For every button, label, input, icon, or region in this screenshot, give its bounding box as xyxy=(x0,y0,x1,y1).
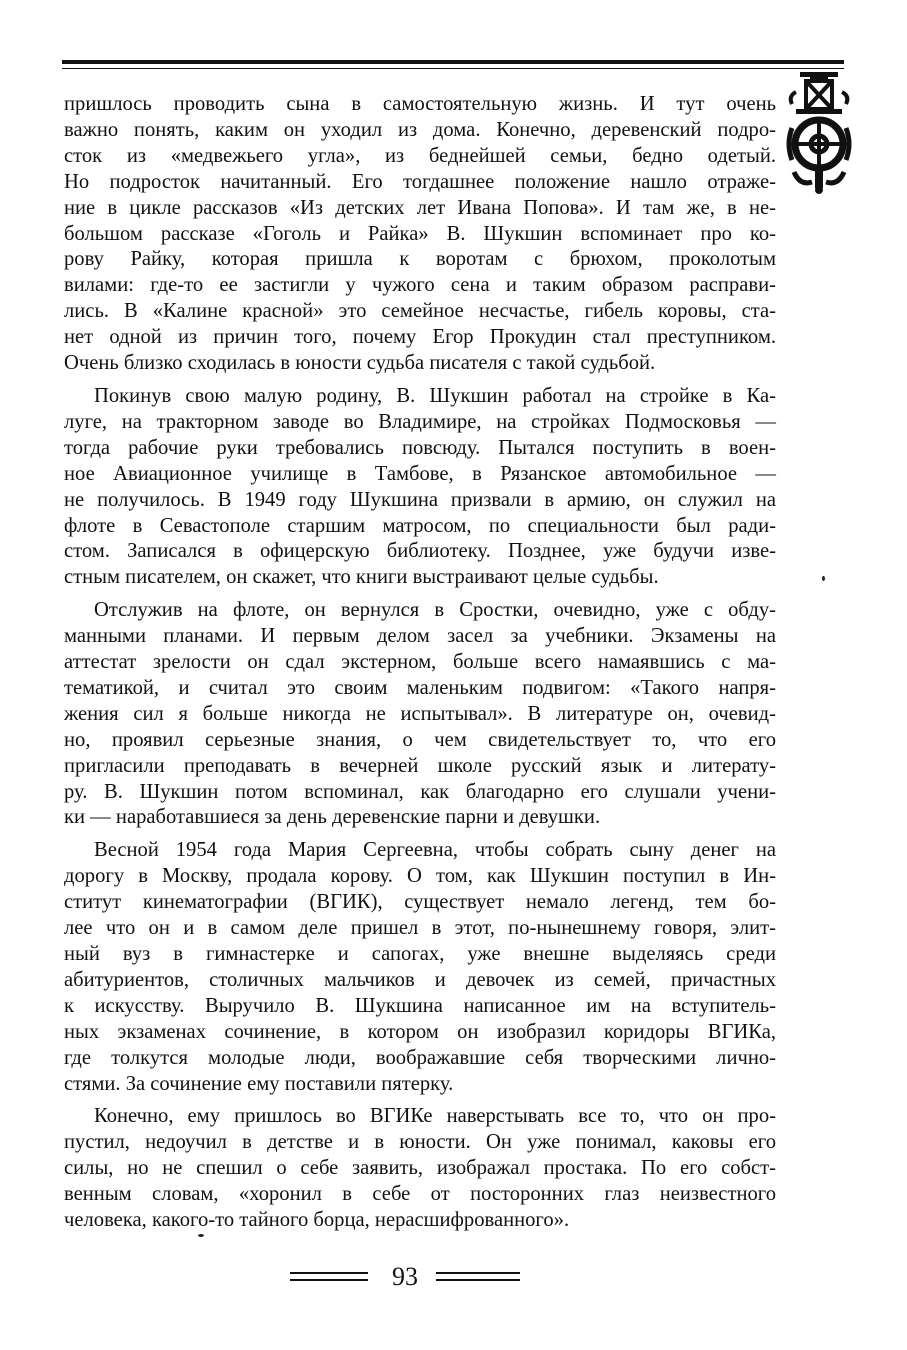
text-line: большом рассказе «Гоголь и Райка» В. Шукшин вспоминает про ко- xyxy=(64,222,776,245)
folk-ornament-icon xyxy=(786,72,852,196)
text-line: вилами: где-то ее застигли у чужого сена и таким образом расправи- xyxy=(64,274,776,297)
text-line: пустил, недоучил в детстве и в юности. Он уже понимал, каковы его xyxy=(64,1131,776,1154)
text-line: Очень близко сходилась в юности судьба писателя с такой судьбой. xyxy=(64,352,656,375)
text-line: Конечно, ему пришлось во ВГИКе наверстывать все то, что он про- xyxy=(94,1105,776,1128)
page-number: 93 xyxy=(392,1262,418,1291)
text-line: рову Райку, которая пришла к воротам с брюхом, проколотым xyxy=(64,248,776,271)
paragraph xyxy=(64,384,776,591)
text-line: важно понять, каким он уходил из дома. Конечно, деревенский подро- xyxy=(64,118,776,141)
paragraph-gap xyxy=(64,831,776,838)
text-line: ру. В. Шукшин потом вспоминал, как благодарно его слушали учени- xyxy=(64,780,776,803)
text-line: сток из «медвежьего угла», из беднейшей семьи, бедно одетый. xyxy=(64,144,776,167)
print-speck xyxy=(198,1234,204,1237)
page-footer xyxy=(290,1262,520,1292)
text-line: флоте в Севастополе старшим матросом, по специальности был ради- xyxy=(64,514,776,537)
text-line: где толкутся молодые люди, воображавшие себя творческими лично- xyxy=(64,1046,776,1069)
text-line: аттестат зрелости он сдал экстерном, больше всего намаявшись с ма- xyxy=(64,651,776,674)
text-line: луге, на тракторном заводе во Владимире, на стройках Подмосковья — xyxy=(64,410,776,433)
text-line: стом. Записался в офицерскую библиотеку. Позднее, уже будучи изве- xyxy=(64,540,776,563)
text-line: ный вуз в гимнастерке и сапогах, уже внешне выделяясь среди xyxy=(64,943,776,965)
text-line: лись. В «Калине красной» это семейное несчастье, гибель коровы, ста- xyxy=(64,300,776,323)
header-rule xyxy=(62,60,844,64)
text-line: пришлось проводить сына в самостоятельную жизнь. И тут очень xyxy=(64,93,776,115)
text-line: силы, но не спешил о себе заявить, изображал простака. По его собст- xyxy=(64,1157,776,1180)
text-line: тогда рабочие руки требовались повсюду. Пытался поступить в воен- xyxy=(64,436,776,459)
paragraph-gap xyxy=(64,377,776,384)
text-line: Покинув свою малую родину, В. Шукшин работал на стройке в Ка- xyxy=(94,384,776,407)
body-text xyxy=(64,92,776,1234)
paragraph xyxy=(64,838,776,1097)
text-line: тематикой, и считал это своим маленьким подвигом: «Такого напря- xyxy=(64,676,776,699)
text-line: Отслужив на флоте, он вернулся в Сростки, очевидно, уже с обду- xyxy=(94,599,776,622)
text-line: ние в цикле рассказов «Из детских лет Ивана Попова». И там же, в не- xyxy=(64,196,776,219)
text-line: ки — наработавшиеся за день деревенские парни и девушки. xyxy=(64,806,601,829)
text-line: ное Авиационное училище в Тамбове, в Рязанское автомобильное — xyxy=(64,462,776,485)
text-line: не получилось. В 1949 году Шукшина призвали в армию, он служил на xyxy=(64,488,776,511)
paragraph-gap xyxy=(64,1097,776,1104)
text-line: венным словам, «хоронил в себе от посторонних глаз неизвестного xyxy=(64,1183,776,1206)
text-line: дорогу в Москву, продала корову. О том, как Шукшин поступил в Ин- xyxy=(64,865,776,888)
text-line: жения сил я больше никогда не испытывал». В литературе он, очевид- xyxy=(64,702,776,725)
text-line: ститут кинематографии (ВГИК), существует немало легенд, тем бо- xyxy=(64,891,776,914)
text-line: к искусству. Выручило В. Шукшина написанное им на вступитель- xyxy=(64,994,776,1017)
header-rule-thin xyxy=(62,68,844,69)
text-line: Но подросток начитанный. Его тогдашнее положение нашло отраже- xyxy=(64,170,776,193)
text-line: человека, какого-то тайного борца, нерасшифрованного». xyxy=(64,1209,570,1232)
text-line: ных экзаменах сочинение, в котором он изобразил коридоры ВГИКа, xyxy=(64,1020,776,1043)
text-line: но, проявил серьезные знания, о чем свидетельствует то, что его xyxy=(64,728,776,751)
paragraph xyxy=(64,92,776,377)
text-line: манными планами. И первым делом засел за учебники. Экзамены на xyxy=(64,625,776,648)
paragraph xyxy=(64,598,776,831)
text-line: абитуриентов, столичных мальчиков и девочек из семей, причастных xyxy=(64,968,776,991)
text-line: стным писателем, он скажет, что книги выстраивают целые судьбы. xyxy=(64,566,659,589)
text-line: нет одной из причин того, почему Егор Прокудин стал преступником. xyxy=(64,326,776,349)
text-line: Весной 1954 года Мария Сергеевна, чтобы собрать сыну денег на xyxy=(94,839,776,862)
text-line: лее что он и в самом деле пришел в этот, по-нынешнему говоря, элит- xyxy=(64,917,776,940)
paragraph xyxy=(64,1104,776,1234)
paragraph-gap xyxy=(64,591,776,598)
text-line: стями. За сочинение ему поставили пятерку. xyxy=(64,1072,454,1095)
text-line: пригласили преподавать в вечерней школе русский язык и литерату- xyxy=(64,754,776,777)
print-speck xyxy=(822,576,825,581)
